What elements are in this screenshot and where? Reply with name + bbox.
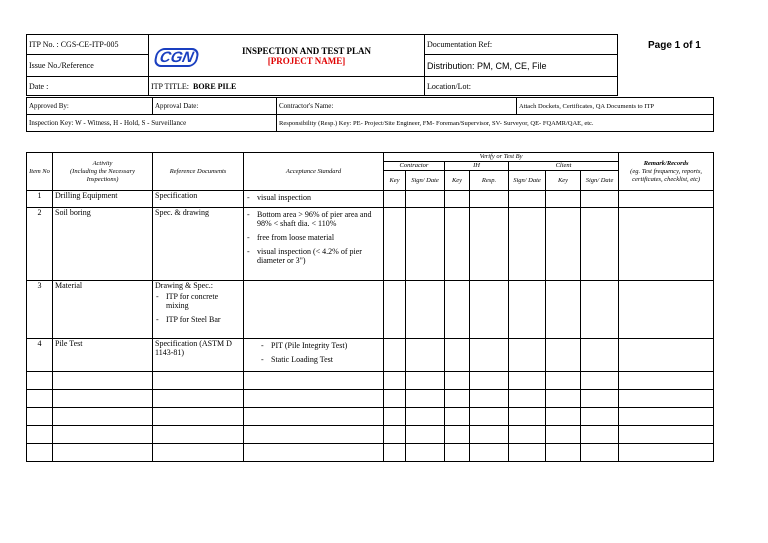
row-acceptance — [244, 339, 384, 372]
row-activity: Soil boring — [53, 208, 153, 281]
row-reference: Spec. & drawing — [153, 208, 244, 281]
reference-item: - ITP for Steel Bar — [155, 315, 241, 324]
reference-item: - ITP for concrete mixing — [155, 292, 241, 310]
acceptance-item: - visual inspection (< 4.2% of pier diameter or 3") — [246, 247, 381, 265]
location-cell — [425, 77, 618, 96]
issue-no-cell — [27, 55, 149, 77]
acceptance-item: - PIT (Pile Integrity Test) — [260, 341, 381, 350]
empty-row — [27, 372, 714, 390]
table-row — [27, 339, 714, 372]
col-client-key: Key — [546, 171, 581, 191]
empty-row — [27, 426, 714, 444]
row-activity: Pile Test — [53, 339, 153, 372]
col-ih-sign: Sign/ Date — [509, 171, 546, 191]
col-client-sign: Sign/ Date — [581, 171, 619, 191]
project-name: [PROJECT NAME] — [267, 55, 346, 66]
row-reference: Specification (ASTM D 1143-81) — [153, 339, 244, 372]
col-ih: IH — [445, 162, 509, 171]
doc-ref: Documentation Ref: — [427, 40, 493, 49]
approval-date: Approval Date: — [155, 102, 199, 110]
col-contractor: Contractor — [384, 162, 445, 171]
itp-title-cell — [149, 77, 425, 96]
row-reference: Drawing & Spec.: - ITP for concrete mixing - ITP for Steel Bar — [153, 281, 244, 339]
table-row — [27, 191, 714, 208]
col-item-no: Item No — [27, 153, 53, 191]
row-number: 3 — [27, 281, 53, 339]
row-acceptance — [244, 208, 384, 281]
acceptance-item: - Bottom area > 96% of pier area and 98% < shaft dia. < 110% — [246, 210, 381, 228]
table-row — [27, 281, 714, 339]
distribution: Distribution: PM, CM, CE, File — [427, 60, 547, 71]
col-verify: Verify or Test By — [384, 153, 619, 162]
approved-by-cell — [27, 98, 153, 115]
col-contractor-key: Key — [384, 171, 406, 191]
company-logo: CGN — [153, 48, 200, 67]
col-ih-resp: Resp. — [470, 171, 509, 191]
plan-title: INSPECTION AND TEST PLAN — [242, 45, 371, 56]
approved-by: Approved By: — [29, 102, 69, 110]
approval-date-cell — [153, 98, 277, 115]
distribution-cell — [425, 55, 618, 77]
location: Location/Lot: — [427, 81, 471, 91]
contractor-name-cell — [277, 98, 517, 115]
itp-title-value: BORE PILE — [193, 81, 237, 91]
doc-ref-cell — [425, 35, 618, 55]
itp-table — [26, 152, 714, 462]
inspection-key-cell — [27, 115, 277, 132]
contractor-name: Contractor's Name: — [279, 102, 334, 110]
col-acceptance: Acceptance Standard — [244, 153, 384, 191]
inspection-key: Inspection Key: W - Witness, H - Hold, S - Surveillance — [29, 119, 187, 127]
itp-no-cell — [27, 35, 149, 55]
attach-cell — [517, 98, 714, 115]
empty-row — [27, 444, 714, 462]
responsibility-key: Responsibility (Resp.) Key: PE- Project/Site Engineer, FM- Foreman/Supervisor, SV- Surveyor, QE- FQAMR/QAE, etc. — [279, 119, 594, 127]
col-reference: Reference Documents — [153, 153, 244, 191]
col-contractor-sign: Sign/ Date — [406, 171, 445, 191]
row-reference: Specification — [153, 191, 244, 208]
itp-no: ITP No. : CGS-CE-ITP-005 — [29, 40, 119, 49]
row-activity: Drilling Equipment — [53, 191, 153, 208]
acceptance-item: - visual inspection — [246, 193, 381, 202]
attach-note: Attach Dockets, Certificates, QA Documents to ITP — [519, 102, 655, 110]
header-table — [26, 34, 618, 96]
page-number: Page 1 of 1 — [648, 40, 701, 51]
empty-row — [27, 408, 714, 426]
col-ih-key: Key — [445, 171, 470, 191]
title-cell — [149, 35, 425, 77]
approval-table — [26, 97, 714, 132]
col-client: Client — [509, 162, 619, 171]
acceptance-item: - Static Loading Test — [260, 355, 381, 364]
empty-row — [27, 390, 714, 408]
col-activity: Activity (Including the Necessary Inspections) — [53, 153, 153, 191]
row-acceptance — [244, 191, 384, 208]
responsibility-key-cell — [277, 115, 714, 132]
date-label: Date : — [29, 81, 49, 91]
itp-title-label: ITP TITLE: — [151, 81, 189, 91]
row-number: 4 — [27, 339, 53, 372]
date-cell — [27, 77, 149, 96]
table-row — [27, 208, 714, 281]
col-remarks: Remark/Records (eg. Test frequency, reports, certificates, checklist, etc) — [619, 153, 714, 191]
acceptance-item: - free from loose material — [246, 233, 381, 242]
issue-no: Issue No./Reference — [29, 61, 94, 70]
row-activity: Material — [53, 281, 153, 339]
row-number: 1 — [27, 191, 53, 208]
row-number: 2 — [27, 208, 53, 281]
